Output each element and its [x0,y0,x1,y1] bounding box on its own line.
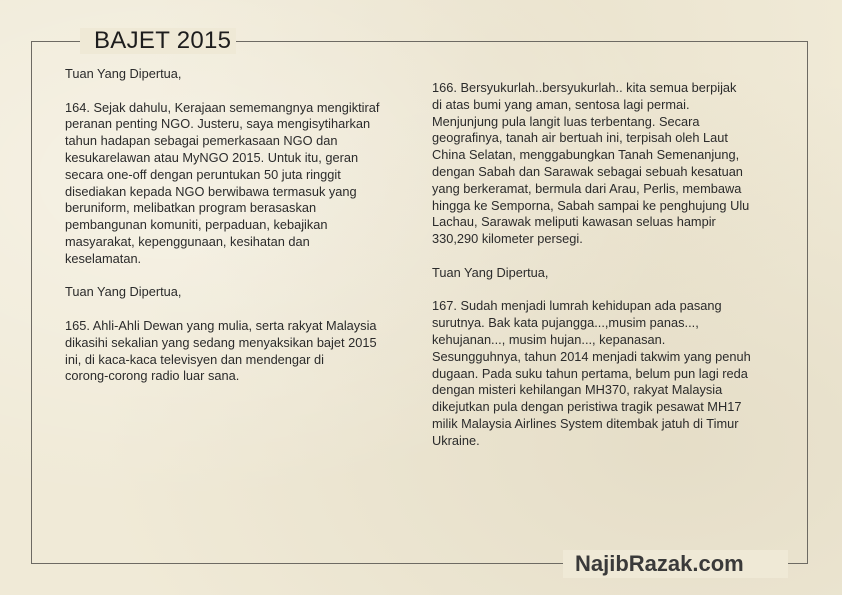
text-line: dengan Sabah dan Sarawak sebagai sebuah kesatuan [432,163,743,179]
paragraph-164 [65,100,425,268]
text-line: Sesungguhnya, tahun 2014 menjadi takwim yang penuh [432,348,751,364]
paragraph-167 [432,298,792,449]
right-column [432,80,792,466]
text-line: surutnya. Bak kata pujangga...,musim panas..., [432,315,699,331]
text-line: di atas bumi yang aman, sentosa lagi permai. [432,96,690,112]
text-line: Lachau, Sarawak meliputi kawasan seluas hampir [432,214,716,230]
text-line: peranan penting NGO. Justeru, saya mengisytiharkan [65,116,371,132]
text-line: dikejutkan pula dengan peristiwa tragik pesawat MH17 [432,399,742,415]
text-line: Tuan Yang Dipertua, [65,284,182,300]
text-line: Menjunjung pula langit luas terbentang. Secara [432,113,700,129]
text-line: geografinya, tanah air bertuah ini, terpisah oleh Laut [432,130,728,146]
text-line: kehujanan..., musim hujan..., kepanasan. [432,331,666,347]
text-line: yang berkeramat, bermula dari Arau, Perlis, membawa [432,180,742,196]
text-line: disediakan kepada NGO berwibawa termasuk yang [65,183,357,199]
text-line: corong-corong radio luar sana. [65,368,240,384]
text-line: Ukraine. [432,432,480,448]
text-line: dugaan. Pada suku tahun pertama, belum pun lagi reda [432,365,748,381]
salutation [65,66,425,83]
text-line: 164. Sejak dahulu, Kerajaan sememangnya mengiktiraf [65,99,380,115]
text-line: beruniform, melibatkan program berasaskan [65,200,317,216]
salutation [432,265,792,282]
salutation [65,284,425,301]
text-line: keselamatan. [65,250,142,266]
paragraph-166 [432,80,792,248]
text-line: China Selatan, menggabungkan Tanah Semenanjung, [432,147,740,163]
text-line: masyarakat, kepenggunaan, kesihatan dan [65,233,310,249]
text-line: 330,290 kilometer persegi. [432,231,583,247]
text-line: 165. Ahli-Ahli Dewan yang mulia, serta rakyat Malaysia [65,317,377,333]
text-line: dengan misteri kehilangan MH370, rakyat Malaysia [432,382,723,398]
text-line: secara one-off dengan peruntukan 50 juta ringgit [65,166,341,182]
text-line: Tuan Yang Dipertua, [65,66,182,81]
text-line: kesukarelawan atau MyNGO 2015. Untuk itu, geran [65,149,359,165]
brand-watermark: NajibRazak.com [575,551,744,576]
text-line: Tuan Yang Dipertua, [432,264,549,280]
text-line: 167. Sudah menjadi lumrah kehidupan ada pasang [432,298,722,314]
text-line: dikasihi sekalian yang sedang menyaksikan bajet 2015 [65,334,377,350]
left-column [65,66,425,402]
text-line: pembangunan komuniti, perpaduan, kebajikan [65,217,328,233]
text-line: tahun hadapan sebagai pemerkasaan NGO dan [65,133,338,149]
text-line: milik Malaysia Airlines System ditembak jatuh di Timur [432,415,739,431]
paragraph-165 [65,318,425,385]
document-title: BAJET 2015 [94,27,232,54]
text-line: ini, di kaca-kaca televisyen dan mendengar di [65,351,324,367]
text-line: hingga ke Semporna, Sabah sampai ke penghujung Ulu [432,197,750,213]
text-line: 166. Bersyukurlah..bersyukurlah.. kita semua berpijak [432,80,737,95]
